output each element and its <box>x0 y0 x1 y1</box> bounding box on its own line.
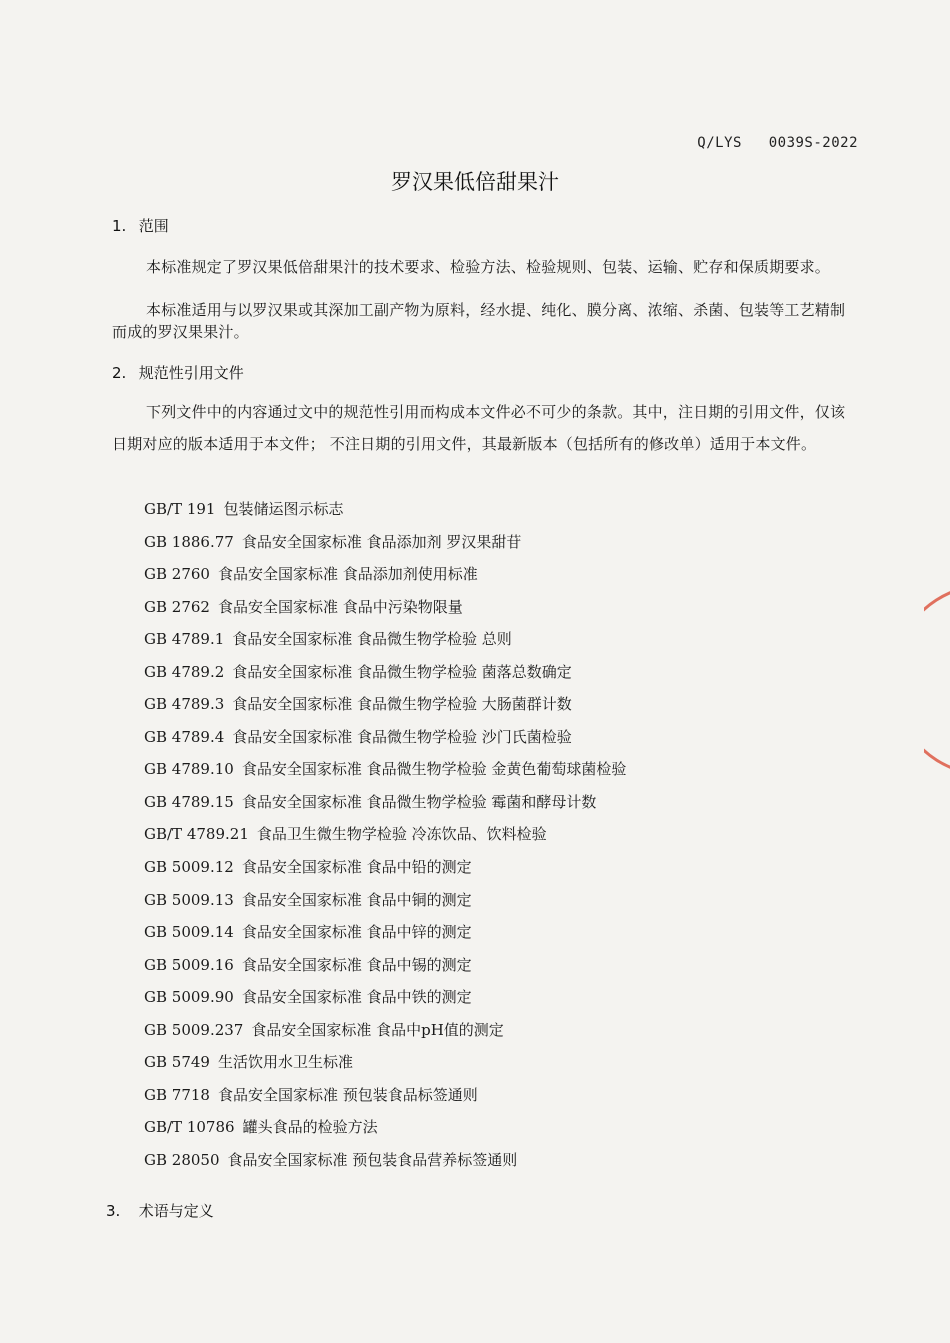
list-item <box>144 1114 626 1147</box>
list-item <box>144 529 626 562</box>
scope-paragraph-2: 本标准适用与以罗汉果或其深加工副产物为原料，经水提、纯化、膜分离、浓缩、杀菌、包装等工艺精制而成的罗汉果果汁。 <box>112 301 846 341</box>
list-item <box>144 561 626 594</box>
list-item <box>144 724 626 757</box>
reference-code: GB 5749 <box>144 1053 210 1072</box>
list-item <box>144 691 626 724</box>
reference-code: GB 7718 <box>144 1085 210 1104</box>
section-1-heading <box>112 215 169 236</box>
reference-code: GB 5009.90 <box>144 988 234 1007</box>
reference-name: 食品安全国家标准 食品中锡的测定 <box>241 955 472 974</box>
reference-name: 食品安全国家标准 食品微生物学检验 霉菌和酵母计数 <box>241 792 597 811</box>
reference-name: 食品安全国家标准 食品中锌的测定 <box>241 923 472 942</box>
section-2-heading <box>112 362 244 383</box>
list-item <box>144 1147 626 1180</box>
reference-name: 食品安全国家标准 食品中污染物限量 <box>217 597 463 616</box>
list-item <box>144 659 626 692</box>
reference-code: GB/T 4789.21 <box>144 825 249 844</box>
section-title: 范围 <box>138 217 169 235</box>
section-number: 1. <box>112 217 127 235</box>
list-item <box>144 919 626 952</box>
reference-name: 食品安全国家标准 食品微生物学检验 大肠菌群计数 <box>232 695 572 714</box>
list-item <box>144 984 626 1017</box>
reference-name: 食品安全国家标准 食品微生物学检验 菌落总数确定 <box>232 662 572 681</box>
reference-name: 食品安全国家标准 食品中铅的测定 <box>241 858 472 877</box>
standard-code: Q/LYS 0039S-2022 <box>697 135 858 151</box>
reference-code: GB 4789.4 <box>144 727 225 746</box>
reference-code: GB 4789.2 <box>144 662 225 681</box>
reference-list <box>144 496 626 1179</box>
document-title: 罗汉果低倍甜果汁 <box>391 170 559 194</box>
section-3-heading <box>106 1200 214 1221</box>
reference-code: GB 4789.10 <box>144 760 234 779</box>
list-item <box>144 1017 626 1050</box>
reference-name: 食品安全国家标准 食品添加剂使用标准 <box>217 565 478 584</box>
reference-name: 食品安全国家标准 食品微生物学检验 总则 <box>232 630 512 649</box>
reference-name: 食品安全国家标准 食品中pH值的测定 <box>251 1020 504 1039</box>
list-item <box>144 854 626 887</box>
reference-name: 包装储运图示标志 <box>223 500 344 518</box>
reference-name: 食品安全国家标准 食品中铜的测定 <box>241 890 472 909</box>
section-number: 2. <box>112 364 127 382</box>
reference-code: GB 2760 <box>144 565 210 584</box>
reference-code: GB/T 10786 <box>144 1118 235 1137</box>
section-title: 术语与定义 <box>138 1202 214 1220</box>
reference-code: GB 2762 <box>144 597 210 616</box>
list-item <box>144 756 626 789</box>
section-title: 规范性引用文件 <box>138 364 244 382</box>
reference-code: GB 5009.237 <box>144 1020 244 1039</box>
reference-code: GB 4789.15 <box>144 792 234 811</box>
list-item <box>144 821 626 854</box>
scope-paragraph-1: 本标准规定了罗汉果低倍甜果汁的技术要求、检验方法、检验规则、包装、运输、贮存和保质期要求。 <box>146 258 831 276</box>
reference-code: GB 5009.16 <box>144 955 234 974</box>
reference-code: GB 28050 <box>144 1150 220 1169</box>
reference-name: 生活饮用水卫生标准 <box>217 1053 353 1072</box>
reference-name: 罐头食品的检验方法 <box>242 1118 378 1137</box>
reference-name: 食品卫生微生物学检验 冷冻饮品、饮料检验 <box>256 825 547 844</box>
reference-name: 食品安全国家标准 食品添加剂 罗汉果甜苷 <box>241 532 522 551</box>
reference-name: 食品安全国家标准 食品微生物学检验 金黄色葡萄球菌检验 <box>241 760 627 779</box>
reference-name: 食品安全国家标准 预包装食品标签通则 <box>217 1085 478 1104</box>
reference-code: GB 4789.3 <box>144 695 225 714</box>
list-item <box>144 1049 626 1082</box>
list-item <box>144 1082 626 1115</box>
references-intro-paragraph: 下列文件中的内容通过文中的规范性引用而构成本文件必不可少的条款。其中，注日期的引用文件，仅该日期对应的版本适用于本文件； 不注日期的引用文件，其最新版本（包括所有的修改单）适用于本文件。 <box>112 403 846 453</box>
reference-code: GB 5009.13 <box>144 890 234 909</box>
section-number: 3. <box>106 1202 121 1220</box>
reference-code: GB 5009.14 <box>144 923 234 942</box>
reference-code: GB 4789.1 <box>144 630 225 649</box>
list-item <box>144 952 626 985</box>
list-item <box>144 789 626 822</box>
reference-code: GB 1886.77 <box>144 532 234 551</box>
list-item <box>144 626 626 659</box>
list-item <box>144 594 626 627</box>
list-item <box>144 496 626 529</box>
list-item <box>144 887 626 920</box>
reference-name: 食品安全国家标准 食品中铁的测定 <box>241 988 472 1007</box>
seal-stamp-icon <box>924 580 950 780</box>
reference-code: GB 5009.12 <box>144 858 234 877</box>
reference-name: 食品安全国家标准 食品微生物学检验 沙门氏菌检验 <box>232 727 572 746</box>
reference-code: GB/T 191 <box>144 500 216 518</box>
reference-name: 食品安全国家标准 预包装食品营养标签通则 <box>227 1150 518 1169</box>
